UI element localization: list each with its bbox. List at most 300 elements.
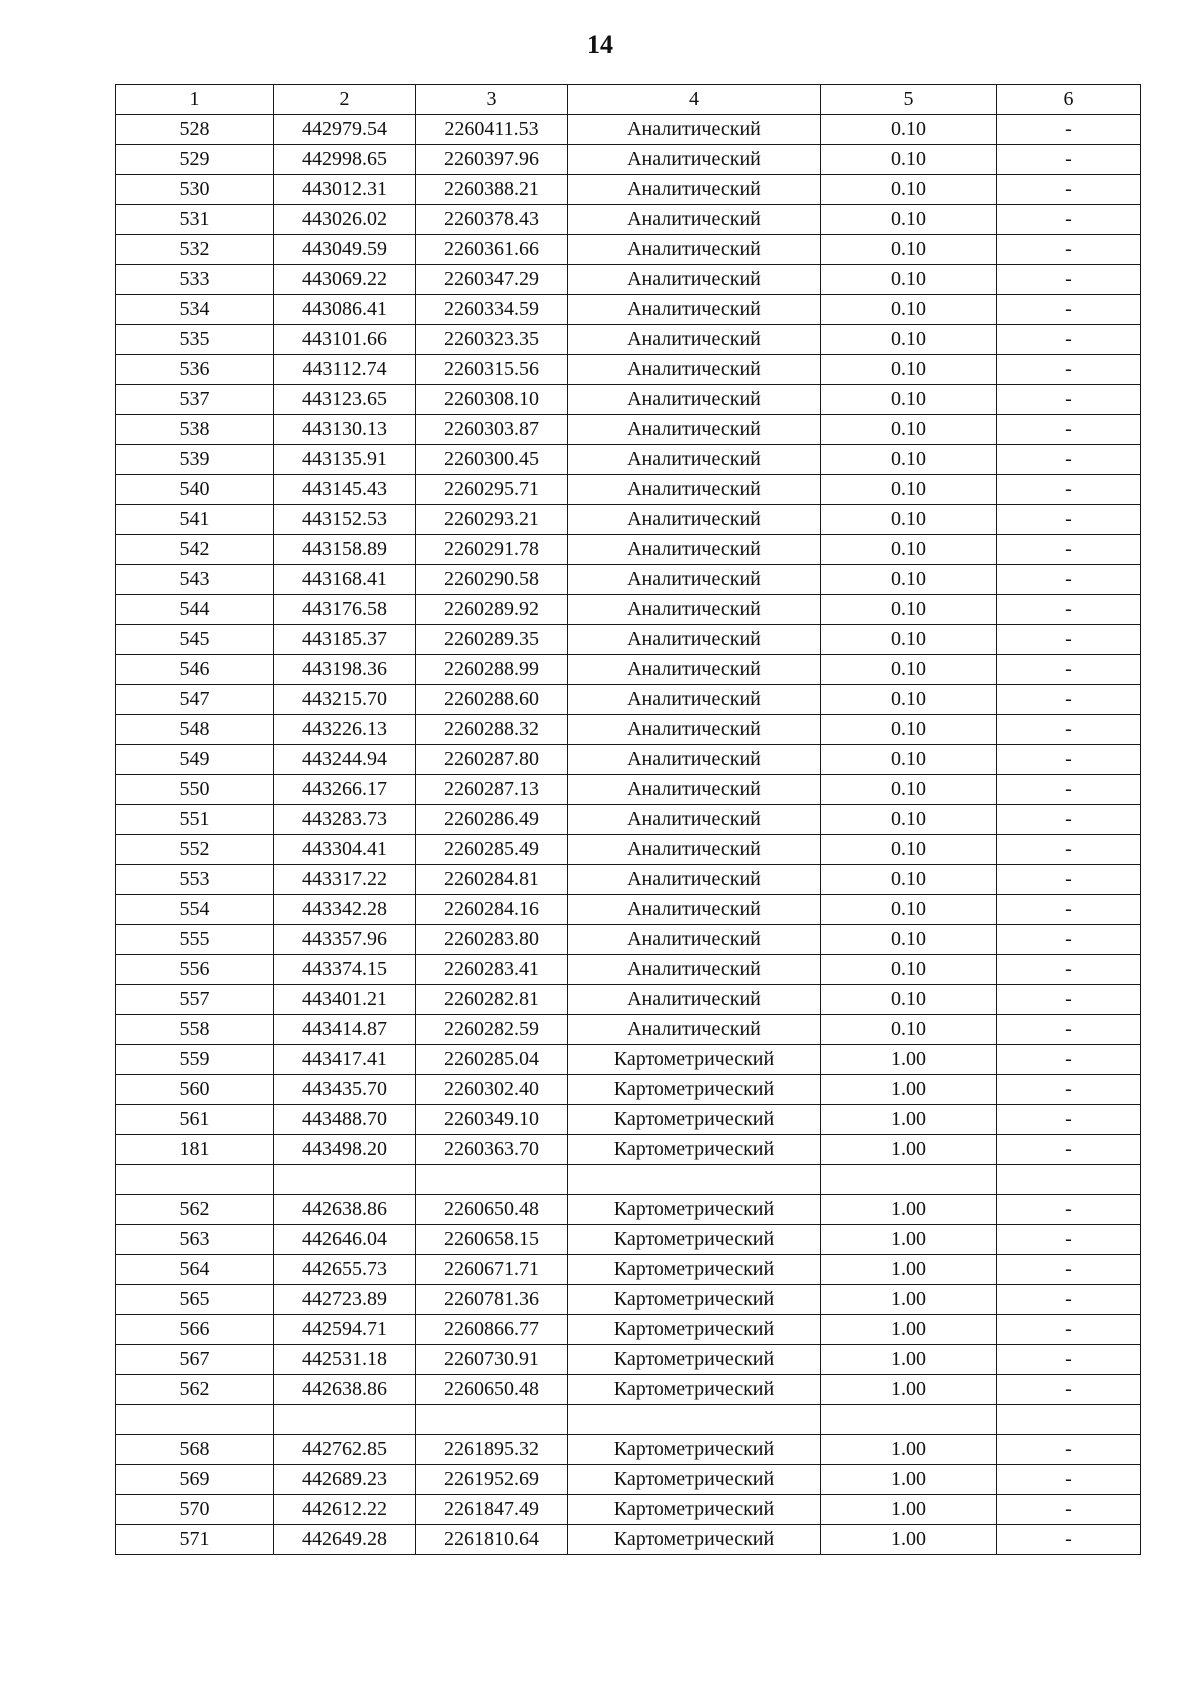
accuracy-cell: 1.00 [821,1075,997,1105]
x-coordinate-cell: 443049.59 [274,235,416,265]
table-row [116,1255,1141,1285]
point-number-cell [116,1405,274,1435]
note-cell: - [997,1495,1141,1525]
column-header: 2 [274,85,416,115]
accuracy-cell: 0.10 [821,145,997,175]
method-cell: Аналитический [568,385,821,415]
table-row [116,385,1141,415]
x-coordinate-cell: 442646.04 [274,1225,416,1255]
accuracy-cell: 0.10 [821,745,997,775]
table-row [116,685,1141,715]
point-number-cell: 531 [116,205,274,235]
y-coordinate-cell: 2260287.13 [416,775,568,805]
y-coordinate-cell: 2260285.49 [416,835,568,865]
x-coordinate-cell: 443283.73 [274,805,416,835]
y-coordinate-cell: 2260295.71 [416,475,568,505]
point-number-cell: 539 [116,445,274,475]
point-number-cell: 533 [116,265,274,295]
accuracy-cell: 0.10 [821,775,997,805]
x-coordinate-cell: 443342.28 [274,895,416,925]
x-coordinate-cell: 443135.91 [274,445,416,475]
method-cell: Аналитический [568,115,821,145]
table-header-row [116,85,1141,115]
x-coordinate-cell: 443414.87 [274,1015,416,1045]
accuracy-cell: 1.00 [821,1105,997,1135]
table-row [116,475,1141,505]
note-cell: - [997,1465,1141,1495]
accuracy-cell: 0.10 [821,235,997,265]
table-row [116,505,1141,535]
point-number-cell: 542 [116,535,274,565]
note-cell: - [997,745,1141,775]
table-row [116,235,1141,265]
table-row [116,655,1141,685]
point-number-cell: 544 [116,595,274,625]
method-cell: Аналитический [568,145,821,175]
point-number-cell: 545 [116,625,274,655]
y-coordinate-cell: 2261952.69 [416,1465,568,1495]
accuracy-cell: 1.00 [821,1525,997,1555]
table-body [116,115,1141,1555]
note-cell: - [997,955,1141,985]
table-row [116,775,1141,805]
x-coordinate-cell: 442638.86 [274,1375,416,1405]
method-cell: Аналитический [568,895,821,925]
table-separator-row [116,1165,1141,1195]
note-cell: - [997,505,1141,535]
note-cell: - [997,1375,1141,1405]
method-cell: Аналитический [568,1015,821,1045]
x-coordinate-cell: 443417.41 [274,1045,416,1075]
table-row [116,1015,1141,1045]
accuracy-cell: 1.00 [821,1135,997,1165]
column-header: 1 [116,85,274,115]
point-number-cell: 553 [116,865,274,895]
y-coordinate-cell: 2260315.56 [416,355,568,385]
method-cell: Аналитический [568,595,821,625]
x-coordinate-cell [274,1165,416,1195]
accuracy-cell: 0.10 [821,925,997,955]
point-number-cell: 570 [116,1495,274,1525]
y-coordinate-cell: 2261895.32 [416,1435,568,1465]
x-coordinate-cell: 443498.20 [274,1135,416,1165]
y-coordinate-cell: 2260300.45 [416,445,568,475]
accuracy-cell: 0.10 [821,595,997,625]
method-cell: Аналитический [568,775,821,805]
x-coordinate-cell: 443374.15 [274,955,416,985]
note-cell: - [997,1255,1141,1285]
note-cell: - [997,1075,1141,1105]
method-cell: Картометрический [568,1495,821,1525]
x-coordinate-cell: 442723.89 [274,1285,416,1315]
x-coordinate-cell: 443101.66 [274,325,416,355]
note-cell: - [997,715,1141,745]
table-row [116,295,1141,325]
table-row [116,805,1141,835]
point-number-cell: 567 [116,1345,274,1375]
y-coordinate-cell: 2260282.81 [416,985,568,1015]
note-cell: - [997,985,1141,1015]
note-cell: - [997,1435,1141,1465]
note-cell: - [997,1015,1141,1045]
y-coordinate-cell: 2260290.58 [416,565,568,595]
note-cell: - [997,445,1141,475]
method-cell: Аналитический [568,445,821,475]
point-number-cell: 550 [116,775,274,805]
method-cell: Картометрический [568,1105,821,1135]
table-row [116,1075,1141,1105]
table-row [116,1135,1141,1165]
table-row [116,1435,1141,1465]
point-number-cell: 562 [116,1195,274,1225]
x-coordinate-cell: 443244.94 [274,745,416,775]
note-cell: - [997,145,1141,175]
note-cell: - [997,1045,1141,1075]
note-cell: - [997,595,1141,625]
accuracy-cell: 0.10 [821,685,997,715]
method-cell: Аналитический [568,205,821,235]
point-number-cell: 564 [116,1255,274,1285]
method-cell: Аналитический [568,745,821,775]
method-cell: Картометрический [568,1375,821,1405]
method-cell [568,1405,821,1435]
point-number-cell: 561 [116,1105,274,1135]
page-number: 14 [587,30,613,59]
point-number-cell: 557 [116,985,274,1015]
y-coordinate-cell: 2260285.04 [416,1045,568,1075]
note-cell: - [997,175,1141,205]
y-coordinate-cell: 2260334.59 [416,295,568,325]
x-coordinate-cell: 443176.58 [274,595,416,625]
method-cell: Аналитический [568,865,821,895]
point-number-cell: 571 [116,1525,274,1555]
x-coordinate-cell: 443123.65 [274,385,416,415]
table-row [116,1525,1141,1555]
x-coordinate-cell: 442689.23 [274,1465,416,1495]
note-cell: - [997,655,1141,685]
x-coordinate-cell: 443266.17 [274,775,416,805]
point-number-cell: 562 [116,1375,274,1405]
accuracy-cell: 1.00 [821,1495,997,1525]
x-coordinate-cell: 442649.28 [274,1525,416,1555]
method-cell: Картометрический [568,1465,821,1495]
x-coordinate-cell: 442594.71 [274,1315,416,1345]
point-number-cell: 541 [116,505,274,535]
point-number-cell: 530 [116,175,274,205]
accuracy-cell: 0.10 [821,955,997,985]
method-cell: Аналитический [568,295,821,325]
point-number-cell: 558 [116,1015,274,1045]
table-row [116,745,1141,775]
note-cell: - [997,1225,1141,1255]
table-row [116,1285,1141,1315]
note-cell: - [997,565,1141,595]
y-coordinate-cell: 2260323.35 [416,325,568,355]
x-coordinate-cell: 443226.13 [274,715,416,745]
point-number-cell: 536 [116,355,274,385]
method-cell: Картометрический [568,1255,821,1285]
x-coordinate-cell: 443026.02 [274,205,416,235]
table-row [116,145,1141,175]
accuracy-cell: 0.10 [821,535,997,565]
point-number-cell: 529 [116,145,274,175]
y-coordinate-cell: 2260282.59 [416,1015,568,1045]
note-cell: - [997,1195,1141,1225]
table-row [116,1315,1141,1345]
coordinates-table [115,84,1141,1555]
x-coordinate-cell: 443012.31 [274,175,416,205]
table-row [116,1225,1141,1255]
table-row [116,265,1141,295]
accuracy-cell: 0.10 [821,625,997,655]
x-coordinate-cell: 443112.74 [274,355,416,385]
x-coordinate-cell: 442762.85 [274,1435,416,1465]
table-row [116,1195,1141,1225]
point-number-cell: 559 [116,1045,274,1075]
y-coordinate-cell: 2260288.99 [416,655,568,685]
x-coordinate-cell [274,1405,416,1435]
y-coordinate-cell: 2260288.32 [416,715,568,745]
y-coordinate-cell: 2260388.21 [416,175,568,205]
accuracy-cell: 0.10 [821,1015,997,1045]
note-cell: - [997,1525,1141,1555]
point-number-cell [116,1165,274,1195]
point-number-cell: 543 [116,565,274,595]
note-cell: - [997,895,1141,925]
method-cell: Аналитический [568,655,821,685]
point-number-cell: 556 [116,955,274,985]
accuracy-cell: 0.10 [821,205,997,235]
note-cell: - [997,835,1141,865]
note-cell: - [997,925,1141,955]
accuracy-cell: 1.00 [821,1195,997,1225]
column-header: 4 [568,85,821,115]
y-coordinate-cell [416,1405,568,1435]
note-cell: - [997,1315,1141,1345]
x-coordinate-cell: 442638.86 [274,1195,416,1225]
point-number-cell: 546 [116,655,274,685]
point-number-cell: 532 [116,235,274,265]
accuracy-cell: 0.10 [821,985,997,1015]
table-row [116,1045,1141,1075]
point-number-cell: 181 [116,1135,274,1165]
method-cell: Картометрический [568,1285,821,1315]
column-header: 6 [997,85,1141,115]
table-row [116,175,1141,205]
x-coordinate-cell: 443130.13 [274,415,416,445]
note-cell: - [997,115,1141,145]
x-coordinate-cell: 443152.53 [274,505,416,535]
accuracy-cell: 1.00 [821,1375,997,1405]
table-row [116,325,1141,355]
method-cell: Картометрический [568,1225,821,1255]
x-coordinate-cell: 443086.41 [274,295,416,325]
table-row [116,115,1141,145]
x-coordinate-cell: 442979.54 [274,115,416,145]
point-number-cell: 554 [116,895,274,925]
method-cell: Картометрический [568,1315,821,1345]
accuracy-cell: 0.10 [821,115,997,145]
note-cell: - [997,1285,1141,1315]
accuracy-cell: 1.00 [821,1045,997,1075]
note-cell [997,1165,1141,1195]
table-row [116,985,1141,1015]
accuracy-cell: 0.10 [821,505,997,535]
accuracy-cell: 0.10 [821,655,997,685]
y-coordinate-cell: 2260308.10 [416,385,568,415]
method-cell: Аналитический [568,835,821,865]
note-cell: - [997,535,1141,565]
table-row [116,1105,1141,1135]
accuracy-cell: 0.10 [821,415,997,445]
x-coordinate-cell: 443069.22 [274,265,416,295]
accuracy-cell: 1.00 [821,1285,997,1315]
accuracy-cell: 0.10 [821,865,997,895]
method-cell: Аналитический [568,955,821,985]
table-separator-row [116,1405,1141,1435]
note-cell: - [997,295,1141,325]
note-cell: - [997,775,1141,805]
method-cell: Аналитический [568,475,821,505]
table-row [116,415,1141,445]
y-coordinate-cell: 2261847.49 [416,1495,568,1525]
table-row [116,925,1141,955]
y-coordinate-cell: 2260303.87 [416,415,568,445]
method-cell: Картометрический [568,1435,821,1465]
point-number-cell: 566 [116,1315,274,1345]
y-coordinate-cell: 2260291.78 [416,535,568,565]
accuracy-cell: 1.00 [821,1345,997,1375]
y-coordinate-cell: 2260730.91 [416,1345,568,1375]
point-number-cell: 563 [116,1225,274,1255]
table-row [116,895,1141,925]
accuracy-cell: 0.10 [821,835,997,865]
point-number-cell: 548 [116,715,274,745]
y-coordinate-cell: 2260361.66 [416,235,568,265]
x-coordinate-cell: 443168.41 [274,565,416,595]
x-coordinate-cell: 443158.89 [274,535,416,565]
x-coordinate-cell: 443357.96 [274,925,416,955]
accuracy-cell: 1.00 [821,1255,997,1285]
y-coordinate-cell: 2260284.81 [416,865,568,895]
method-cell: Аналитический [568,925,821,955]
x-coordinate-cell: 443317.22 [274,865,416,895]
accuracy-cell: 1.00 [821,1225,997,1255]
column-header: 3 [416,85,568,115]
x-coordinate-cell: 443215.70 [274,685,416,715]
accuracy-cell: 0.10 [821,445,997,475]
point-number-cell: 537 [116,385,274,415]
x-coordinate-cell: 443401.21 [274,985,416,1015]
y-coordinate-cell: 2260283.41 [416,955,568,985]
x-coordinate-cell: 442612.22 [274,1495,416,1525]
note-cell [997,1405,1141,1435]
x-coordinate-cell: 443304.41 [274,835,416,865]
table-row [116,535,1141,565]
y-coordinate-cell: 2260286.49 [416,805,568,835]
method-cell: Картометрический [568,1195,821,1225]
table-row [116,865,1141,895]
table-row [116,595,1141,625]
table-row [116,1375,1141,1405]
y-coordinate-cell: 2260671.71 [416,1255,568,1285]
accuracy-cell: 0.10 [821,295,997,325]
y-coordinate-cell: 2260293.21 [416,505,568,535]
point-number-cell: 568 [116,1435,274,1465]
point-number-cell: 538 [116,415,274,445]
x-coordinate-cell: 443435.70 [274,1075,416,1105]
table-row [116,445,1141,475]
y-coordinate-cell: 2260866.77 [416,1315,568,1345]
table-row [116,205,1141,235]
method-cell: Аналитический [568,805,821,835]
point-number-cell: 528 [116,115,274,145]
method-cell: Картометрический [568,1135,821,1165]
point-number-cell: 560 [116,1075,274,1105]
method-cell [568,1165,821,1195]
x-coordinate-cell: 442998.65 [274,145,416,175]
method-cell: Аналитический [568,235,821,265]
method-cell: Аналитический [568,325,821,355]
y-coordinate-cell: 2260283.80 [416,925,568,955]
accuracy-cell: 0.10 [821,895,997,925]
y-coordinate-cell [416,1165,568,1195]
method-cell: Аналитический [568,685,821,715]
point-number-cell: 547 [116,685,274,715]
note-cell: - [997,415,1141,445]
note-cell: - [997,1135,1141,1165]
accuracy-cell: 0.10 [821,325,997,355]
method-cell: Аналитический [568,535,821,565]
note-cell: - [997,1105,1141,1135]
accuracy-cell: 0.10 [821,265,997,295]
y-coordinate-cell: 2260411.53 [416,115,568,145]
accuracy-cell: 0.10 [821,715,997,745]
note-cell: - [997,475,1141,505]
note-cell: - [997,355,1141,385]
method-cell: Картометрический [568,1045,821,1075]
accuracy-cell: 0.10 [821,175,997,205]
y-coordinate-cell: 2260349.10 [416,1105,568,1135]
table-row [116,955,1141,985]
point-number-cell: 569 [116,1465,274,1495]
method-cell: Аналитический [568,505,821,535]
y-coordinate-cell: 2260289.92 [416,595,568,625]
point-number-cell: 565 [116,1285,274,1315]
accuracy-cell [821,1165,997,1195]
accuracy-cell: 0.10 [821,385,997,415]
method-cell: Аналитический [568,625,821,655]
table-row [116,835,1141,865]
point-number-cell: 549 [116,745,274,775]
method-cell: Картометрический [568,1075,821,1105]
y-coordinate-cell: 2260284.16 [416,895,568,925]
note-cell: - [997,205,1141,235]
point-number-cell: 551 [116,805,274,835]
y-coordinate-cell: 2260302.40 [416,1075,568,1105]
y-coordinate-cell: 2260363.70 [416,1135,568,1165]
accuracy-cell: 0.10 [821,355,997,385]
x-coordinate-cell: 443145.43 [274,475,416,505]
y-coordinate-cell: 2260378.43 [416,205,568,235]
y-coordinate-cell: 2260658.15 [416,1225,568,1255]
y-coordinate-cell: 2260650.48 [416,1375,568,1405]
method-cell: Аналитический [568,265,821,295]
method-cell: Картометрический [568,1345,821,1375]
table-row [116,565,1141,595]
accuracy-cell: 0.10 [821,475,997,505]
note-cell: - [997,385,1141,415]
